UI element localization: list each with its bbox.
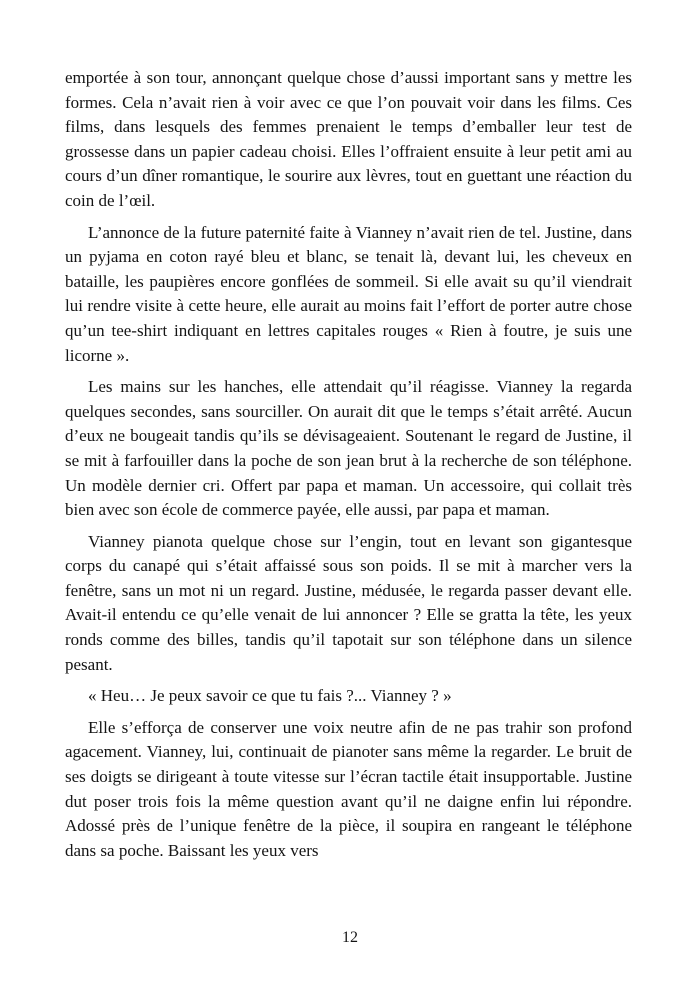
page-number: 12 bbox=[342, 929, 358, 946]
paragraph: « Heu… Je peux savoir ce que tu fais ?... Vianney ? » bbox=[88, 686, 452, 706]
paragraph: Elle s’efforça de conserver une voix neutre afin de ne pas trahir son profond agacement. Vianney, lui, continuait de pianoter sans même la regarder. Le bruit de ses doigts se dirigeant à toute vitesse sur l’écran tactile était insupportable. Justine dut poser trois fois la même question avant qu’il ne daigne enfin lui répondre. Adossé près de l’unique fenêtre de la pièce, il soupira en rangeant le téléphone dans sa poche. Baissant les yeux vers bbox=[65, 717, 632, 860]
paragraph: Vianney pianota quelque chose sur l’engin, tout en levant son gigantesque corps du canapé qui s’était affaissé sous son poids. Il se mit à marcher vers la fenêtre, sans un mot ni un regard. Justine, médusée, le regarda passer devant elle. Avait-il entendu ce qu’elle venait de lui annoncer ? Elle se gratta la tête, les yeux ronds comme des billes, tandis qu’il tapotait sur son téléphone dans un silence pesant. bbox=[65, 531, 632, 674]
page-body bbox=[65, 66, 632, 870]
paragraph: emportée à son tour, annonçant quelque chose d’aussi important sans y mettre les formes. Cela n’avait rien à voir avec ce que l’on pouvait voir dans les films. Ces films, dans lesquels des femmes prenaient le temps d’emballer leur test de grossesse dans un papier cadeau choisi. Elles l’offraient ensuite à leur petit ami au cours d’un dîner romantique, le sourire aux lèvres, tout en guettant une réaction du coin de l’œil. bbox=[65, 68, 632, 210]
paragraph: L’annonce de la future paternité faite à Vianney n’avait rien de tel. Justine, dans un pyjama en coton rayé bleu et blanc, se tenait là, devant lui, les cheveux en bataille, les paupières encore gonflées de sommeil. Si elle avait su qu’il viendrait lui rendre visite à cette heure, elle aurait au moins fait l’effort de porter autre chose qu’un tee-shirt indiquant en lettres capitales rouges « Rien à foutre, je suis une licorne ». bbox=[65, 222, 632, 365]
paragraph: Les mains sur les hanches, elle attendait qu’il réagisse. Vianney la regarda quelques secondes, sans sourciller. On aurait dit que le temps s’était arrêté. Aucun d’eux ne bougeait tandis qu’ils se dévisageaient. Soutenant le regard de Justine, il se mit à farfouiller dans la poche de son jean brut à la recherche de son téléphone. Un modèle dernier cri. Offert par papa et maman. Un accessoire, qui collait très bien avec son école de commerce payée, elle aussi, par papa et maman. bbox=[65, 377, 632, 520]
